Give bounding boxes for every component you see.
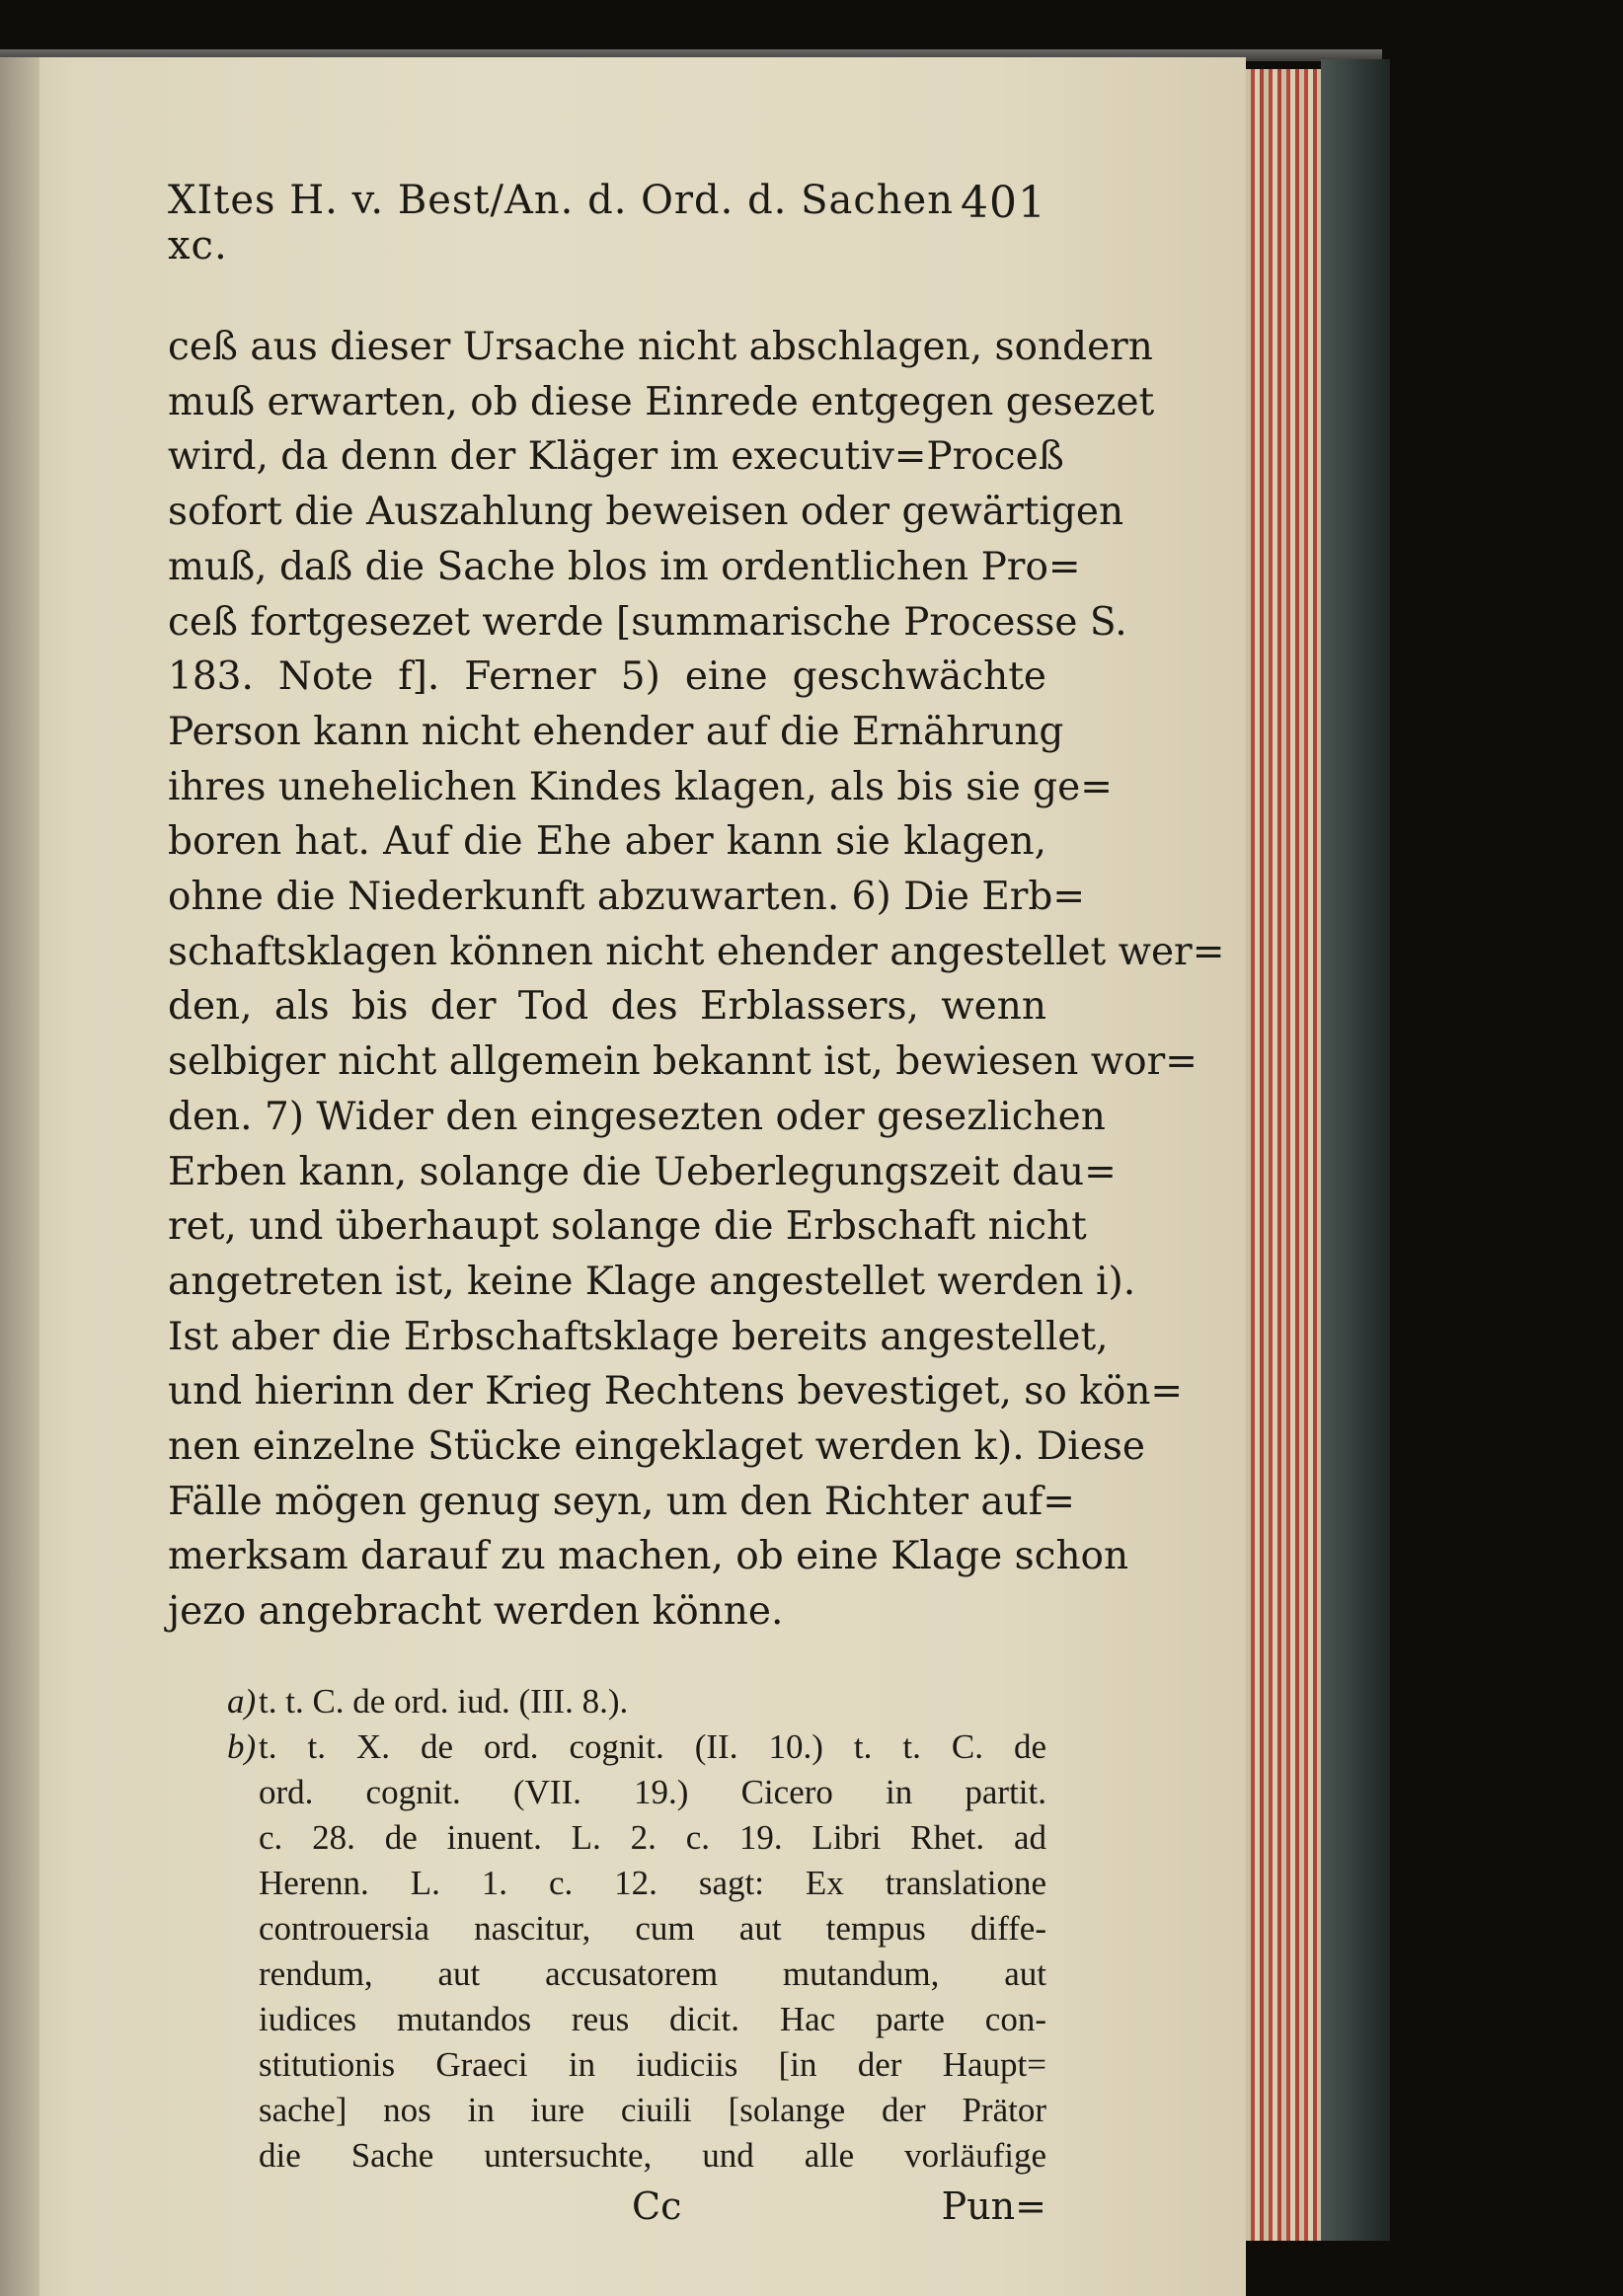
catchword: Pun= [941,2183,1046,2228]
footnote-line [168,1906,1046,1952]
footnote-line [168,2042,1046,2088]
footnote-line [168,1952,1046,1997]
body-line: selbiger nicht allgemein bekannt ist, bewiesen wor= [168,1039,1198,1085]
body-line: Fälle mögen genug seyn, um den Richter auf= [168,1479,1075,1524]
page-fore-edge [1246,69,1321,2241]
body-line: ohne die Niederkunft abzuwarten. 6) Die Erb= [168,875,1086,920]
footnote-line [168,1997,1046,2042]
running-title: XItes H. v. Best/An. d. Ord. d. Sachen xc. [168,178,954,268]
footnote-line [168,2133,1046,2179]
footnotes [168,1679,1046,2179]
body-text [168,320,1225,1640]
footnote-line [168,1770,1046,1815]
footnote-text: controuersia nascitur, cum aut tempus diffe- [259,1908,1046,1948]
footnote-label: b) [227,1726,257,1766]
body-line: muß erwarten, ob diese Einrede entgegen gesezet [168,379,1155,424]
body-line: angetreten ist, keine Klage angestellet werden i). [168,1259,1136,1304]
footnote-text: iudices mutandos reus dicit. Hac parte con- [259,1999,1046,2038]
body-line: ceß aus dieser Ursache nicht abschlagen, sondern [168,325,1153,369]
footnote-text: rendum, aut accusatorem mutandum, aut [259,1953,1046,1993]
page-gutter [0,57,39,2296]
body-line: sofort die Auszahlung beweisen oder gewärtigen [168,490,1124,535]
footnote-label: a) [227,1681,257,1721]
running-header [168,178,1046,268]
signature-mark: Cc [632,2183,682,2228]
body-line: Erben kann, solange die Ueberlegungszeit dau= [168,1149,1117,1194]
page-footer [168,2184,1046,2228]
body-line: den, als bis der Tod des Erblassers, wenn [168,984,1046,1030]
body-line: muß, daß die Sache blos im ordentlichen Pro= [168,544,1081,589]
footnote-line [168,1861,1046,1906]
body-line: jezo angebracht werden könne. [168,1589,784,1635]
book-cover-board [1321,59,1390,2241]
footnote-line [168,1815,1046,1861]
page-number: 401 [961,178,1046,228]
footnote-text: die Sache untersuchte, und alle vorläufige [259,2135,1046,2175]
body-line: 183. Note f]. Ferner 5) eine geschwächte [168,654,1046,700]
body-line: ret, und überhaupt solange die Erbschaft nicht [168,1204,1087,1250]
footnote-text: sache] nos in iure ciuili [solange der Prätor [259,2090,1046,2129]
page-text-block [168,178,1225,2228]
body-line: Ist aber die Erbschaftsklage bereits angestellet, [168,1314,1109,1359]
footnote-text: t. t. X. de ord. cognit. (II. 10.) t. t. C. de [259,1726,1046,1766]
body-line: ceß fortgesezet werde [summarische Processe S. [168,599,1127,645]
body-line: merksam darauf zu machen, ob eine Klage schon [168,1534,1129,1579]
footnote-line [168,1724,1046,1770]
body-line: boren hat. Auf die Ehe aber kann sie klagen, [168,819,1046,865]
footnote-line [168,2088,1046,2133]
footnote-line [168,1679,1046,1724]
footnote-text: ord. cognit. (VII. 19.) Cicero in partit. [259,1772,1046,1811]
body-line: und hierinn der Krieg Rechtens bevestiget, so kön= [168,1369,1184,1415]
footnote-text: c. 28. de inuent. L. 2. c. 19. Libri Rhet. ad [259,1817,1046,1857]
footnote-text: t. t. C. de ord. iud. (III. 8.). [259,1681,629,1721]
body-line: Person kann nicht ehender auf die Ernährung [168,709,1064,754]
footnote-text: Herenn. L. 1. c. 12. sagt: Ex translatione [259,1863,1046,1902]
body-line: ihres unehelichen Kindes klagen, als bis sie ge= [168,764,1113,809]
footnote-text: stitutionis Graeci in iudiciis [in der Haupt= [259,2044,1046,2084]
body-line: wird, da denn der Kläger im executiv=Proceß [168,434,1064,480]
body-line: schaftsklagen können nicht ehender angestellet wer= [168,929,1225,974]
body-line: nen einzelne Stücke eingeklaget werden k). Diese [168,1424,1145,1470]
body-line: den. 7) Wider den eingesezten oder gesezlichen [168,1094,1106,1139]
